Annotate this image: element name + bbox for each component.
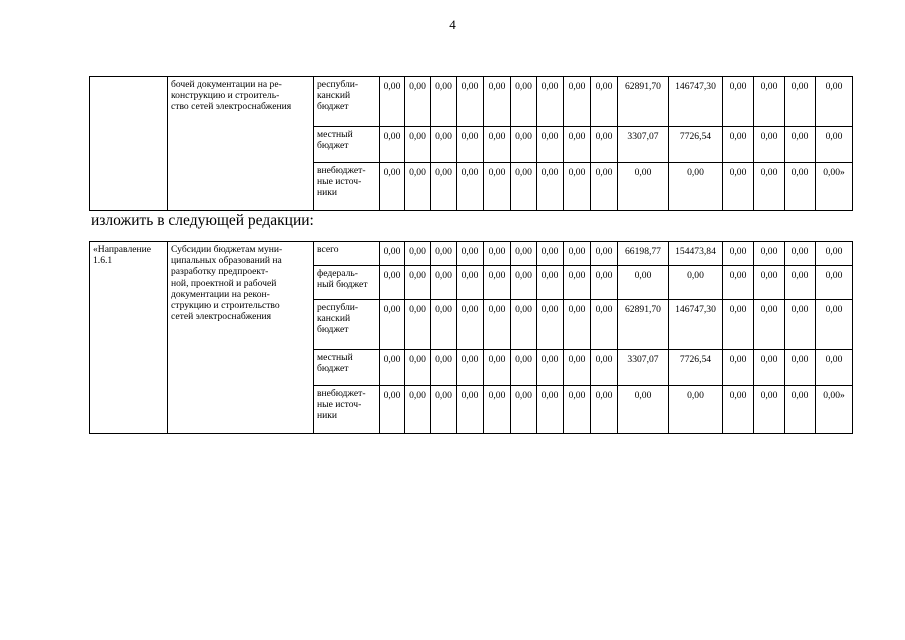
- value-cell: 0,00: [405, 266, 431, 300]
- value-cell: 0,00: [754, 127, 785, 163]
- value-cell: 0,00: [591, 386, 618, 434]
- value-cell: 0,00: [431, 350, 457, 386]
- value-cell: 0,00: [564, 77, 591, 127]
- value-cell: 0,00: [537, 242, 564, 266]
- value-cell: 0,00: [457, 242, 484, 266]
- description-cell: Субсидии бюджетам муни- ципальных образований на разработку предпроект- ной, проектной и рабочей документации на рекон- струкцию и строительство сетей электроснабжения: [168, 242, 314, 434]
- value-cell: 0,00: [537, 266, 564, 300]
- value-cell: 0,00: [511, 77, 537, 127]
- value-cell: 0,00: [816, 127, 853, 163]
- value-cell: 62891,70: [618, 300, 669, 350]
- value-cell: 0,00: [431, 77, 457, 127]
- value-cell: 0,00: [380, 77, 405, 127]
- value-cell: 0,00: [431, 242, 457, 266]
- description-cell: бочей документации на ре- конструкцию и строитель- ство сетей электроснабжения: [168, 77, 314, 211]
- funding-source-cell: всего: [314, 242, 380, 266]
- value-cell: 0,00: [405, 300, 431, 350]
- value-cell: 0,00: [457, 127, 484, 163]
- value-cell: 0,00: [537, 127, 564, 163]
- page-number: 4: [449, 17, 456, 32]
- value-cell: 0,00: [564, 163, 591, 211]
- value-cell: 0,00: [723, 242, 754, 266]
- value-cell: 0,00: [405, 350, 431, 386]
- value-cell: 62891,70: [618, 77, 669, 127]
- funding-source-cell: местный бюджет: [314, 127, 380, 163]
- value-cell: 0,00: [723, 300, 754, 350]
- value-cell: 0,00: [380, 127, 405, 163]
- value-cell: 0,00: [380, 350, 405, 386]
- value-cell: 0,00»: [816, 386, 853, 434]
- value-cell: 0,00: [591, 127, 618, 163]
- value-cell: 0,00: [431, 163, 457, 211]
- value-cell: 0,00: [785, 127, 816, 163]
- value-cell: 0,00: [484, 242, 511, 266]
- value-cell: 0,00: [785, 163, 816, 211]
- value-cell: 0,00: [537, 163, 564, 211]
- value-cell: 0,00: [785, 300, 816, 350]
- value-cell: 0,00: [431, 266, 457, 300]
- value-cell: 0,00: [431, 386, 457, 434]
- value-cell: 3307,07: [618, 350, 669, 386]
- value-cell: 0,00: [754, 77, 785, 127]
- value-cell: 0,00: [669, 266, 723, 300]
- value-cell: 0,00: [754, 242, 785, 266]
- value-cell: 0,00: [564, 266, 591, 300]
- value-cell: 0,00: [511, 300, 537, 350]
- value-cell: 0,00: [591, 266, 618, 300]
- funding-source-cell: федераль- ный бюджет: [314, 266, 380, 300]
- value-cell: 0,00: [564, 300, 591, 350]
- value-cell: 0,00: [618, 386, 669, 434]
- value-cell: 0,00: [669, 163, 723, 211]
- value-cell: 0,00: [723, 77, 754, 127]
- funding-source-cell: республи- канский бюджет: [314, 77, 380, 127]
- value-cell: 0,00: [723, 127, 754, 163]
- value-cell: 0,00: [723, 266, 754, 300]
- funding-source-cell: внебюджет- ные источ- ники: [314, 386, 380, 434]
- value-cell: 0,00: [380, 242, 405, 266]
- value-cell: 146747,30: [669, 300, 723, 350]
- value-cell: 7726,54: [669, 127, 723, 163]
- value-cell: 0,00: [785, 386, 816, 434]
- value-cell: 0,00: [457, 350, 484, 386]
- value-cell: 0,00: [785, 77, 816, 127]
- value-cell: 0,00: [405, 386, 431, 434]
- value-cell: 0,00: [564, 350, 591, 386]
- value-cell: 0,00: [537, 300, 564, 350]
- value-cell: 0,00: [484, 163, 511, 211]
- value-cell: 0,00: [723, 163, 754, 211]
- value-cell: 0,00: [484, 300, 511, 350]
- value-cell: 0,00»: [816, 163, 853, 211]
- value-cell: 0,00: [754, 386, 785, 434]
- value-cell: 0,00: [754, 163, 785, 211]
- value-cell: 0,00: [537, 77, 564, 127]
- value-cell: 0,00: [785, 242, 816, 266]
- value-cell: 0,00: [754, 266, 785, 300]
- value-cell: 0,00: [405, 127, 431, 163]
- instruction-text: изложить в следующей редакции:: [91, 212, 314, 229]
- value-cell: 0,00: [484, 350, 511, 386]
- table-previous-edition: [89, 76, 853, 211]
- value-cell: 0,00: [816, 350, 853, 386]
- value-cell: 0,00: [511, 386, 537, 434]
- value-cell: 0,00: [457, 300, 484, 350]
- value-cell: 0,00: [754, 300, 785, 350]
- value-cell: 0,00: [484, 127, 511, 163]
- value-cell: 154473,84: [669, 242, 723, 266]
- value-cell: 0,00: [591, 163, 618, 211]
- value-cell: 146747,30: [669, 77, 723, 127]
- value-cell: 0,00: [431, 300, 457, 350]
- funding-source-cell: внебюджет- ные источ- ники: [314, 163, 380, 211]
- value-cell: 0,00: [380, 300, 405, 350]
- value-cell: 3307,07: [618, 127, 669, 163]
- value-cell: 0,00: [564, 242, 591, 266]
- value-cell: 0,00: [431, 127, 457, 163]
- value-cell: 66198,77: [618, 242, 669, 266]
- value-cell: 0,00: [816, 242, 853, 266]
- value-cell: 0,00: [591, 242, 618, 266]
- value-cell: 0,00: [405, 163, 431, 211]
- value-cell: 0,00: [785, 350, 816, 386]
- value-cell: 0,00: [511, 163, 537, 211]
- value-cell: 0,00: [537, 350, 564, 386]
- value-cell: 0,00: [785, 266, 816, 300]
- value-cell: 0,00: [511, 266, 537, 300]
- value-cell: 0,00: [457, 386, 484, 434]
- direction-cell: «Направление 1.6.1: [90, 242, 168, 434]
- funding-source-cell: местный бюджет: [314, 350, 380, 386]
- table-row: [90, 77, 853, 127]
- value-cell: 0,00: [511, 127, 537, 163]
- value-cell: 0,00: [405, 242, 431, 266]
- value-cell: 0,00: [484, 77, 511, 127]
- value-cell: 0,00: [564, 127, 591, 163]
- value-cell: 0,00: [723, 350, 754, 386]
- value-cell: 0,00: [669, 386, 723, 434]
- value-cell: 0,00: [457, 266, 484, 300]
- value-cell: 0,00: [380, 386, 405, 434]
- value-cell: 0,00: [457, 77, 484, 127]
- direction-cell: [90, 77, 168, 211]
- value-cell: 0,00: [816, 77, 853, 127]
- value-cell: 0,00: [484, 266, 511, 300]
- value-cell: 0,00: [537, 386, 564, 434]
- value-cell: 0,00: [405, 77, 431, 127]
- funding-source-cell: республи- канский бюджет: [314, 300, 380, 350]
- value-cell: 0,00: [618, 266, 669, 300]
- value-cell: 0,00: [591, 77, 618, 127]
- value-cell: 0,00: [511, 350, 537, 386]
- value-cell: 0,00: [591, 300, 618, 350]
- value-cell: 0,00: [816, 266, 853, 300]
- value-cell: 0,00: [618, 163, 669, 211]
- value-cell: 0,00: [754, 350, 785, 386]
- value-cell: 0,00: [591, 350, 618, 386]
- value-cell: 7726,54: [669, 350, 723, 386]
- value-cell: 0,00: [380, 266, 405, 300]
- value-cell: 0,00: [511, 242, 537, 266]
- table-row: [90, 242, 853, 266]
- table-new-edition: [89, 241, 853, 434]
- value-cell: 0,00: [564, 386, 591, 434]
- value-cell: 0,00: [380, 163, 405, 211]
- value-cell: 0,00: [484, 386, 511, 434]
- value-cell: 0,00: [816, 300, 853, 350]
- value-cell: 0,00: [457, 163, 484, 211]
- value-cell: 0,00: [723, 386, 754, 434]
